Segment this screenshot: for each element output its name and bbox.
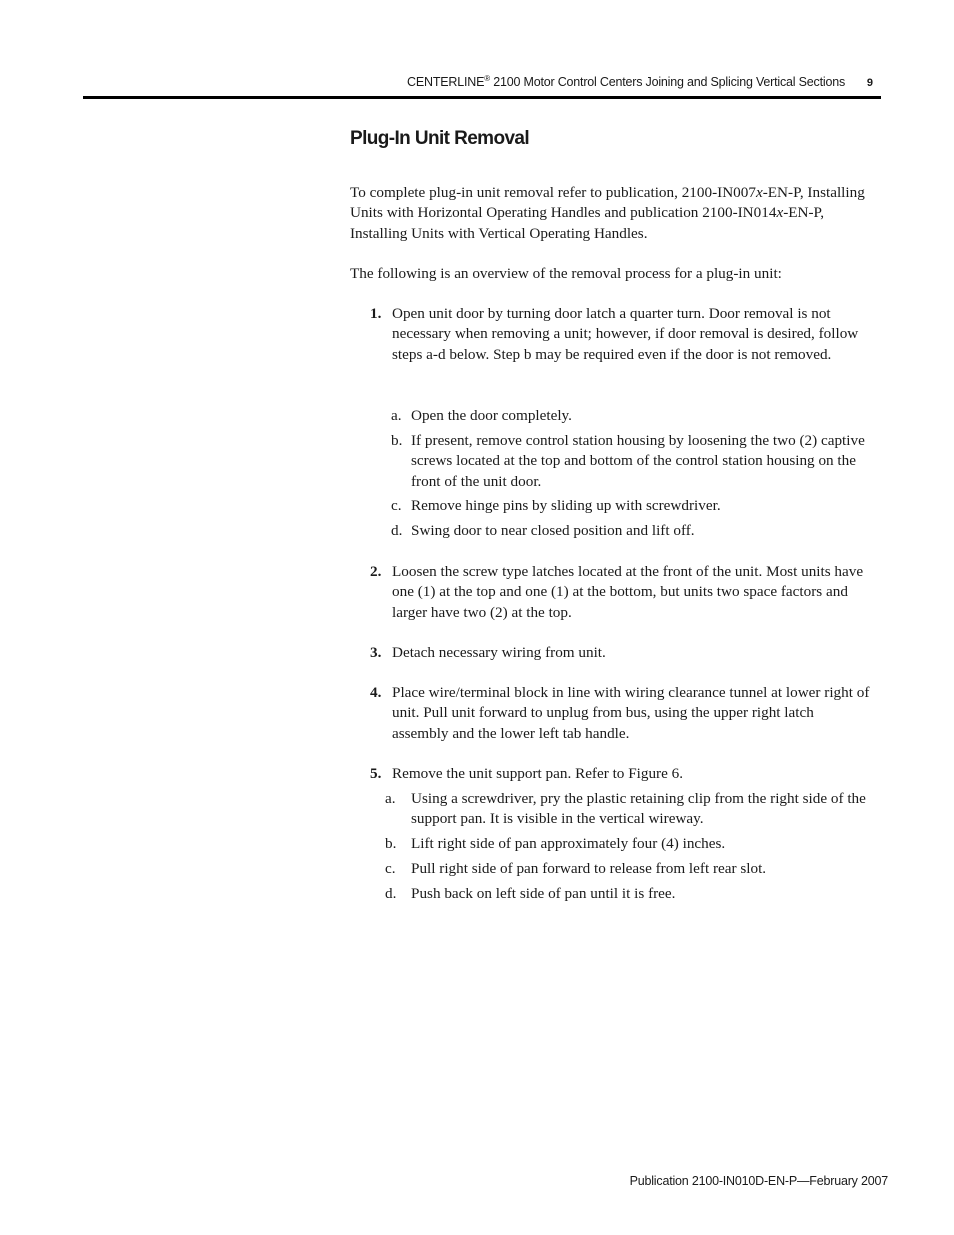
substep-letter: d. bbox=[391, 522, 403, 539]
substep-letter: d. bbox=[385, 885, 397, 902]
registered-mark: ® bbox=[484, 74, 490, 83]
page-number: 9 bbox=[866, 77, 873, 89]
step-text: Place wire/terminal block in line with wiring clearance tunnel at lower right of unit. Pull unit forward to unplug from bus, using the upper right latch assembly and the lower left tab handle. bbox=[392, 684, 870, 742]
publication-footer: Publication 2100-IN010D-EN-P—February 2007 bbox=[629, 1174, 888, 1188]
substep-text: Push back on left side of pan until it is free. bbox=[411, 885, 676, 902]
substep-text: Pull right side of pan forward to release from left rear slot. bbox=[411, 860, 767, 877]
step-number: 5. bbox=[370, 765, 382, 782]
substep-letter: a. bbox=[391, 407, 402, 424]
substep-letter: a. bbox=[385, 790, 396, 807]
substep-text: Using a screwdriver, pry the plastic retaining clip from the right side of the support pan. It is visible in the vertical wireway. bbox=[411, 790, 866, 828]
step-number: 4. bbox=[370, 684, 382, 701]
substep-letter: b. bbox=[385, 835, 397, 852]
header-divider bbox=[83, 96, 881, 99]
substep-text: Open the door completely. bbox=[411, 407, 572, 424]
running-header bbox=[0, 72, 954, 92]
substep-letter: b. bbox=[391, 432, 403, 449]
overview-paragraph: The following is an overview of the removal process for a plug-in unit: bbox=[350, 265, 782, 282]
substep-text: If present, remove control station housing by loosening the two (2) captive screws located at the top and bottom of the control station housing on the front of the unit door. bbox=[411, 432, 865, 490]
substep-letter: c. bbox=[391, 497, 402, 514]
step-text: Remove the unit support pan. Refer to Figure 6. bbox=[392, 765, 684, 782]
intro-paragraph: To complete plug-in unit removal refer to publication, 2100-IN007x-EN-P, Installing Units with Horizontal Operating Handles and publication 2100-IN014x-EN-P, Installing Units with Vertical Operating Handles. bbox=[350, 184, 865, 242]
step-number: 2. bbox=[370, 563, 382, 580]
substep-text: Lift right side of pan approximately four (4) inches. bbox=[411, 835, 726, 852]
step-number: 1. bbox=[370, 305, 382, 322]
step-text: Loosen the screw type latches located at the front of the unit. Most units have one (1) at the top and one (1) at the bottom, but units two space factors and larger have two (2) at the top. bbox=[392, 563, 864, 621]
header-title: CENTERLINE® 2100 Motor Control Centers Joining and Splicing Vertical Sections bbox=[407, 74, 845, 90]
step-number: 3. bbox=[370, 644, 382, 661]
step-text: Detach necessary wiring from unit. bbox=[392, 644, 606, 661]
section-title: Plug-In Unit Removal bbox=[350, 128, 530, 149]
substep-text: Remove hinge pins by sliding up with screwdriver. bbox=[411, 497, 721, 514]
substep-text: Swing door to near closed position and lift off. bbox=[411, 522, 695, 539]
substep-letter: c. bbox=[385, 860, 396, 877]
step-text: Open unit door by turning door latch a quarter turn. Door removal is not necessary when removing a unit; however, if door removal is desired, follow steps a-d below. Step b may be required even if the door is not removed. bbox=[392, 305, 859, 363]
